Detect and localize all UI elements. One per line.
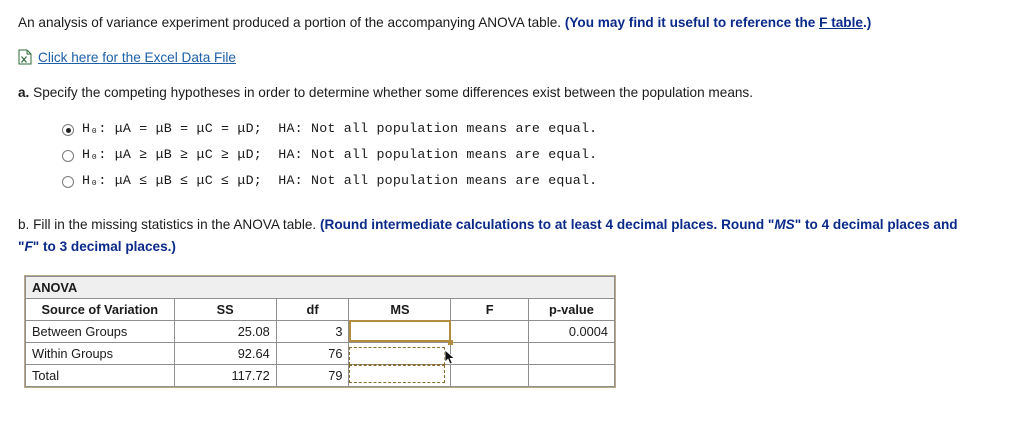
anova-title-cell: ANOVA — [26, 276, 615, 298]
anova-table — [25, 276, 615, 387]
table-row — [26, 342, 615, 364]
option-2-label: H₀: μA ≥ μB ≥ μC ≥ μD; HA: Not all population means are equal. — [82, 147, 598, 163]
excel-data-file-row[interactable] — [18, 49, 1010, 65]
table-row — [26, 320, 615, 342]
part-b-text: Fill in the missing statistics in the ANOVA table. — [33, 217, 320, 233]
header-df: df — [276, 298, 349, 320]
part-b-prompt — [18, 214, 978, 256]
row-1-ss[interactable]: 25.08 — [174, 320, 276, 342]
option-3-label: H₀: μA ≤ μB ≤ μC ≤ μD; HA: Not all population means are equal. — [82, 173, 598, 189]
part-b-bold-3: " to 3 decimal places.) — [32, 238, 176, 254]
anova-title-row — [26, 276, 615, 298]
row-3-df[interactable]: 79 — [276, 364, 349, 386]
row-2-f-input[interactable] — [451, 342, 528, 364]
intro-text: An analysis of variance experiment produced a portion of the accompanying ANOVA table. — [18, 15, 565, 30]
header-source-of-variation: Source of Variation — [26, 298, 175, 320]
f-table-link[interactable]: F table — [819, 15, 863, 30]
hypothesis-option-3[interactable] — [62, 173, 1010, 188]
row-3-source: Total — [26, 364, 175, 386]
part-b-label: b. — [18, 217, 30, 233]
part-b-bold-2: " to 4 decimal places and " — [18, 217, 958, 254]
header-ms: MS — [349, 298, 451, 320]
part-a-label: a. — [18, 85, 30, 101]
row-2-ss[interactable]: 92.64 — [174, 342, 276, 364]
selection-marquee-bottom — [349, 365, 445, 383]
hypothesis-option-1[interactable] — [62, 121, 1010, 136]
header-ss: SS — [174, 298, 276, 320]
part-b-bold-1: (Round intermediate calculations to at least 4 decimal places. Round " — [319, 217, 775, 233]
intro-bold-end: .) — [862, 15, 872, 30]
row-3-p-value[interactable] — [528, 364, 614, 386]
radio-button-option-3[interactable] — [62, 176, 74, 188]
excel-file-icon — [18, 49, 32, 65]
excel-data-file-link[interactable]: Click here for the Excel Data File — [38, 49, 236, 65]
anova-table-container — [24, 275, 616, 388]
part-b-italic-f: F — [24, 238, 33, 254]
radio-button-option-1[interactable] — [62, 124, 74, 136]
row-3-ss[interactable]: 117.72 — [174, 364, 276, 386]
row-1-source: Between Groups — [26, 320, 175, 342]
header-p-value: p-value — [528, 298, 614, 320]
table-row — [26, 364, 615, 386]
row-1-ms-input[interactable] — [349, 320, 451, 342]
option-1-label: H₀: μA = μB = μC = μD; HA: Not all population means are equal. — [82, 121, 598, 137]
intro-bold-note: (You may find it useful to reference the — [564, 15, 820, 30]
part-a-text: Specify the competing hypotheses in order to determine whether some differences exist between the population means. — [33, 85, 754, 101]
cell-fill-handle[interactable] — [448, 340, 453, 345]
header-f: F — [451, 298, 528, 320]
anova-header-row — [26, 298, 615, 320]
row-1-df[interactable]: 3 — [276, 320, 349, 342]
part-a-prompt — [18, 83, 1010, 103]
hypothesis-option-2[interactable] — [62, 147, 1010, 162]
selection-marquee-top — [349, 347, 445, 365]
radio-button-option-2[interactable] — [62, 150, 74, 162]
row-2-source: Within Groups — [26, 342, 175, 364]
row-1-f-input[interactable] — [451, 320, 528, 342]
row-1-p-value[interactable]: 0.0004 — [528, 320, 614, 342]
hypothesis-options — [62, 121, 1010, 188]
part-b-italic-ms: MS — [774, 217, 795, 233]
row-2-p-value[interactable] — [528, 342, 614, 364]
row-3-f-input[interactable] — [451, 364, 528, 386]
row-2-df[interactable]: 76 — [276, 342, 349, 364]
question-intro — [18, 12, 1008, 33]
